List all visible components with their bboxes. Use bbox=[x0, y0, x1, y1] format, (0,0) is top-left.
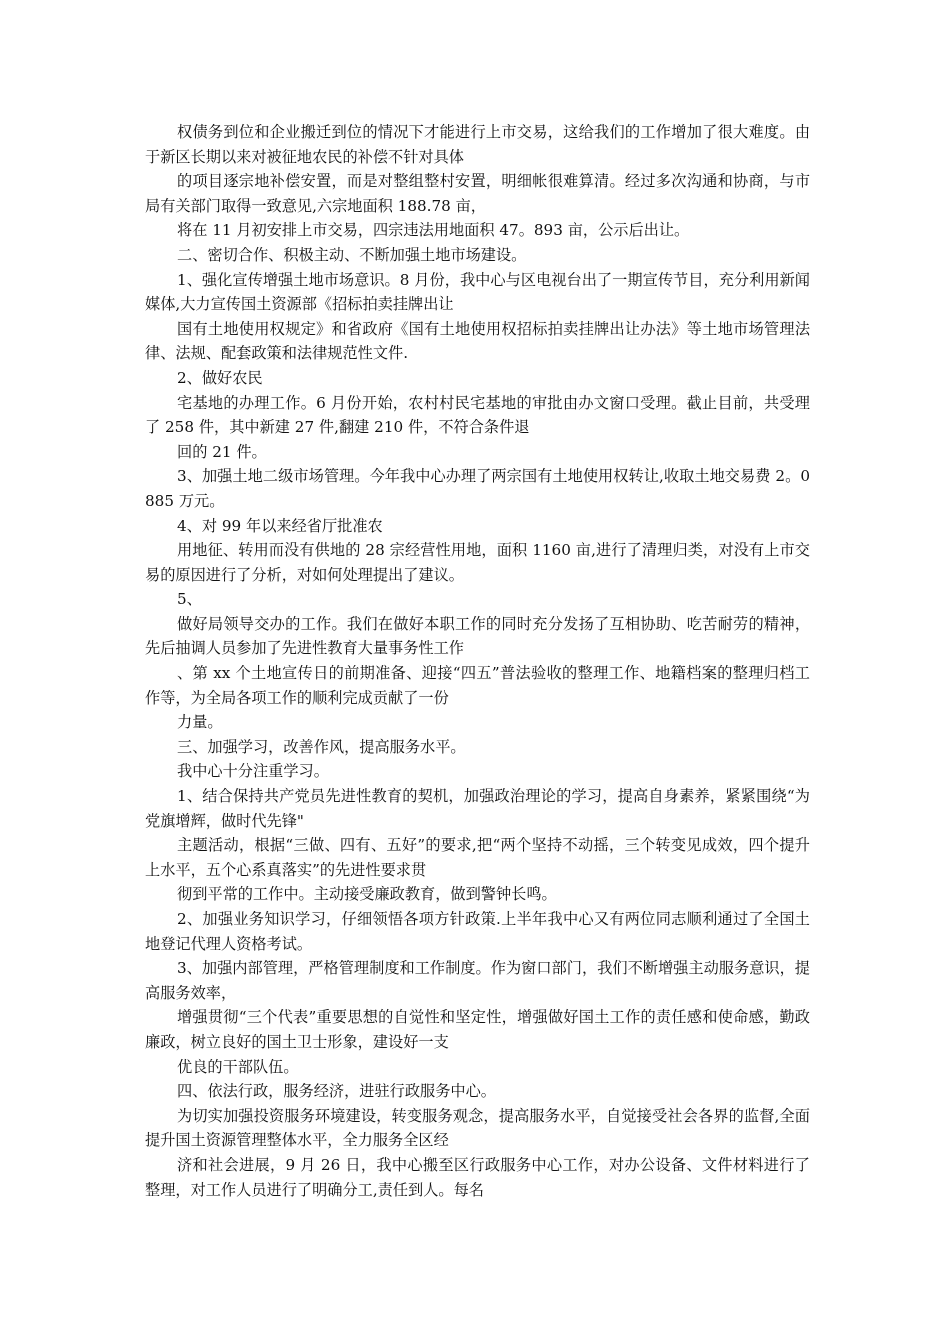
paragraph: 我中心十分注重学习。 bbox=[177, 762, 329, 781]
paragraph: 优良的干部队伍。 bbox=[177, 1057, 299, 1076]
paragraph: 2、做好农民 bbox=[177, 368, 263, 387]
paragraph: 4、对 99 年以来经省厅批准农 bbox=[177, 516, 383, 535]
paragraph: 为切实加强投资服务环境建设，转变服务观念，提高服务水平，自觉接受社会各界的监督,全面提升国土资源管理整体水平，全力服务全区经 bbox=[145, 1106, 810, 1150]
paragraph: 5、 bbox=[177, 590, 202, 609]
paragraph: 宅基地的办理工作。6 月份开始，农村村民宅基地的审批由办文窗口受理。截止目前，共受理了 258 件，其中新建 27 件,翻建 210 件，不符合条件退 bbox=[145, 393, 810, 437]
section-heading: 二、密切合作、积极主动、不断加强土地市场建设。 bbox=[177, 245, 527, 264]
paragraph: 的项目逐宗地补偿安置，而是对整组整村安置，明细帐很难算清。经过多次沟通和协商，与市局有关部门取得一致意见,六宗地面积 188.78 亩， bbox=[145, 172, 810, 215]
paragraph: 用地征、转用而没有供地的 28 宗经营性用地，面积 1160 亩,进行了清理归类，对没有上市交易的原因进行了分析，对如何处理提出了建议。 bbox=[145, 541, 810, 584]
paragraph: 彻到平常的工作中。主动接受廉政教育，做到警钟长鸣。 bbox=[177, 885, 557, 904]
paragraph: 、第 xx 个土地宣传日的前期准备、迎接“四五”普法验收的整理工作、地籍档案的整理归档工作等，为全局各项工作的顺利完成贡献了一份 bbox=[145, 664, 810, 707]
paragraph: 权债务到位和企业搬迁到位的情况下才能进行上市交易，这给我们的工作增加了很大难度。由于新区长期以来对被征地农民的补偿不针对具体 bbox=[145, 123, 810, 166]
paragraph: 回的 21 件。 bbox=[177, 442, 267, 461]
section-heading: 四、依法行政，服务经济，进驻行政服务中心。 bbox=[177, 1082, 496, 1101]
paragraph: 力量。 bbox=[177, 713, 223, 732]
paragraph: 3、加强内部管理，严格管理制度和工作制度。作为窗口部门，我们不断增强主动服务意识，提高服务效率， bbox=[145, 959, 810, 1002]
section-heading: 三、加强学习，改善作风，提高服务水平。 bbox=[177, 737, 466, 756]
paragraph: 将在 11 月初安排上市交易，四宗违法用地面积 47。893 亩，公示后出让。 bbox=[177, 221, 690, 240]
paragraph: 1、结合保持共产党员先进性教育的契机，加强政治理论的学习，提高自身素养，紧紧围绕“为党旗增辉，做时代先锋" bbox=[145, 787, 810, 830]
paragraph: 国有土地使用权规定》和省政府《国有土地使用权招标拍卖挂牌出让办法》等土地市场管理法律、法规、配套政策和法律规范性文件. bbox=[145, 319, 810, 363]
paragraph: 1、强化宣传增强土地市场意识。8 月份，我中心与区电视台出了一期宣传节目，充分利用新闻媒体,大力宣传国土资源部《招标拍卖挂牌出让 bbox=[145, 270, 810, 314]
paragraph: 增强贯彻“三个代表”重要思想的自觉性和坚定性，增强做好国土工作的责任感和使命感，勤政廉政，树立良好的国土卫士形象，建设好一支 bbox=[145, 1008, 810, 1051]
paragraph: 2、加强业务知识学习，仔细领悟各项方针政策.上半年我中心又有两位同志顺利通过了全国土地登记代理人资格考试。 bbox=[145, 910, 810, 953]
paragraph: 济和社会进展，9 月 26 日，我中心搬至区行政服务中心工作，对办公设备、文件材料进行了整理，对工作人员进行了明确分工,责任到人。每名 bbox=[145, 1155, 810, 1199]
document-page bbox=[145, 120, 810, 1202]
paragraph: 3、加强土地二级市场管理。今年我中心办理了两宗国有土地使用权转让,收取土地交易费 2。0885 万元。 bbox=[145, 467, 810, 510]
paragraph: 做好局领导交办的工作。我们在做好本职工作的同时充分发扬了互相协助、吃苦耐劳的精神，先后抽调人员参加了先进性教育大量事务性工作 bbox=[145, 614, 810, 658]
paragraph: 主题活动，根据“三做、四有、五好”的要求,把“两个坚持不动摇，三个转变见成效，四个提升上水平，五个心系真落实”的先进性要求贯 bbox=[145, 836, 810, 879]
